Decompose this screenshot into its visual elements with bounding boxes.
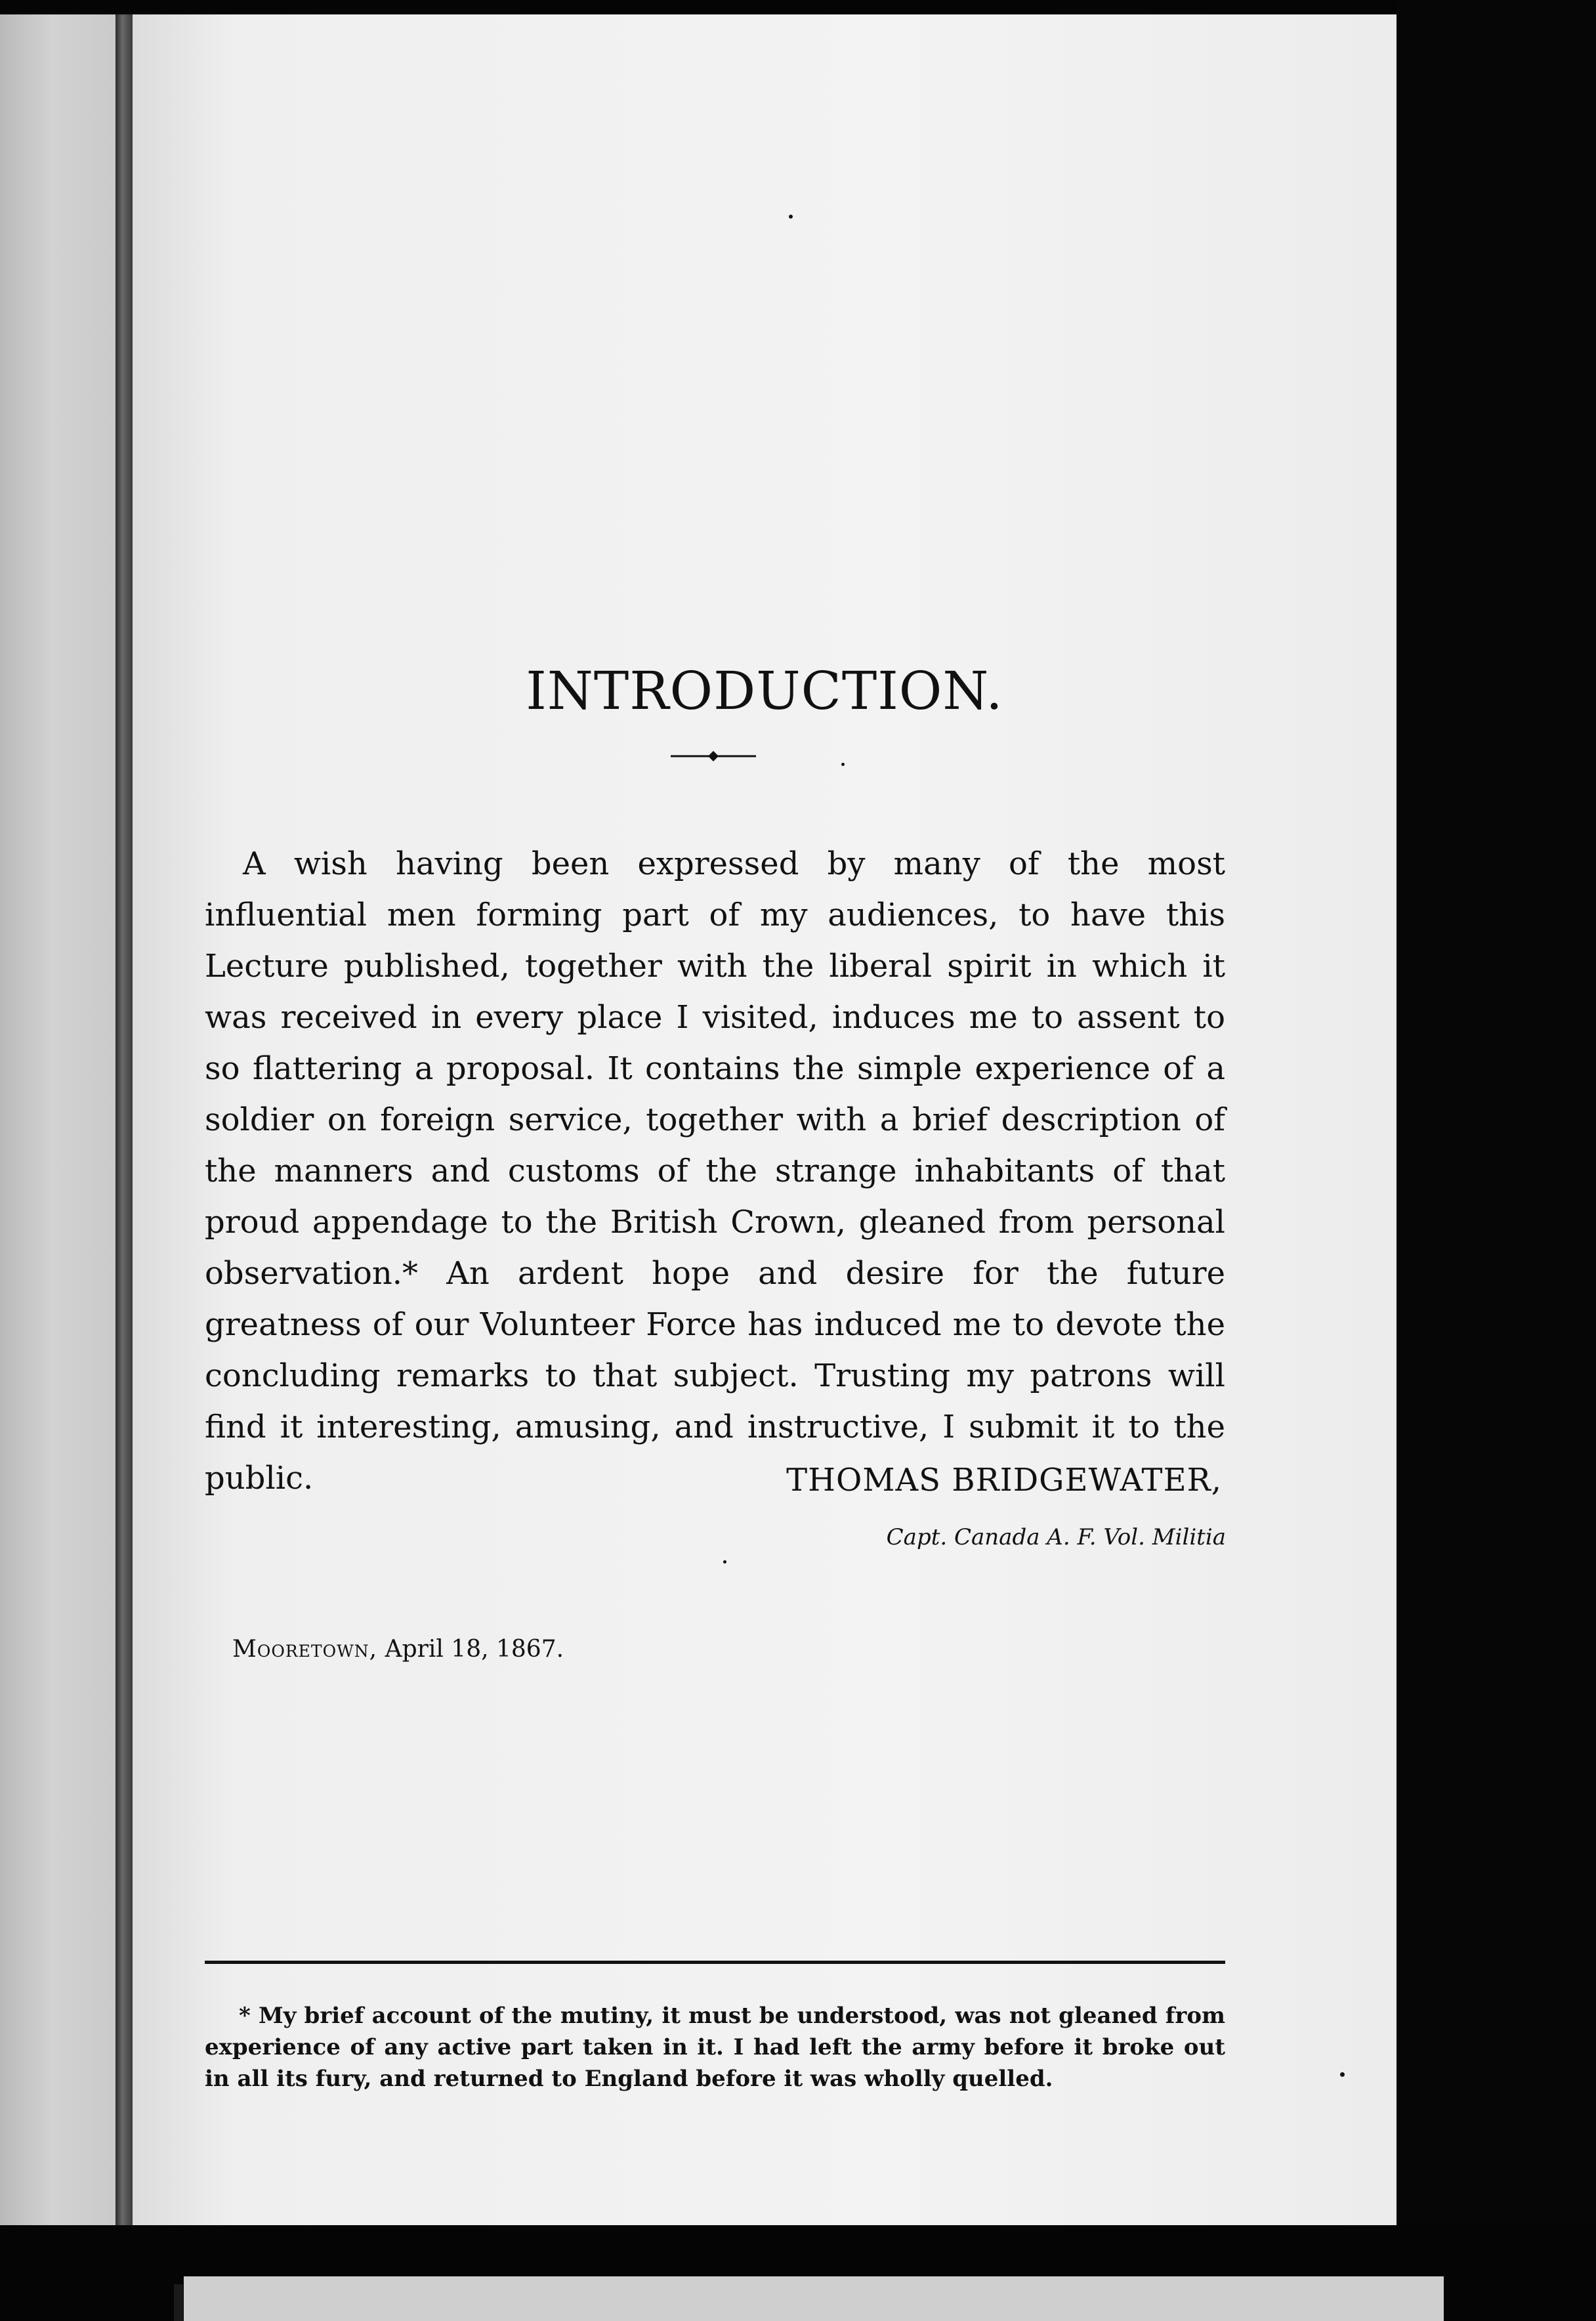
adjacent-page-edge: [0, 14, 116, 2225]
footnote: * My brief account of the mutiny, it must be understood, was not gleaned from experience of any active part taken in it. I had left the army before it broke out in all its fury, and returned to England before it was wholly quelled.: [205, 2003, 1225, 2092]
scan-top-border: [0, 0, 1596, 14]
book-page: [133, 14, 1396, 2225]
scan-speck: [723, 1560, 726, 1564]
date-place: Mooretown,: [232, 1636, 378, 1663]
scan-speck: [789, 215, 793, 219]
introduction-paragraph: A wish having been expressed by many of the most influential men forming part of my audiences, to have this Lecture published, together with the liberal spirit in which it was received in every place I visited, induces me to assent to so flattering a proposal. It contains the simple experience of a soldier on foreign service, together with a brief description of the manners and customs of the strange inhabitants of that proud appendage to the British Crown, gleaned from personal observation.* An ardent hope and desire for the future greatness of our Volunteer Force has induced me to devote the concluding remarks to that subject. Trusting my patrons will find it interesting, amusing, and instructive, I submit it to the public.: [205, 845, 1225, 1497]
author-credentials: Capt. Canada A. F. Vol. Militia: [886, 1524, 1226, 1550]
book-spine: [116, 14, 133, 2225]
title-ornament: [671, 750, 756, 763]
scan-speck: [841, 763, 845, 766]
footnote-rule: [205, 1961, 1225, 1964]
scan-right-border: [1396, 0, 1596, 2321]
date-text: April 18, 1867.: [385, 1636, 564, 1663]
next-page-edge: [184, 2276, 1444, 2321]
next-page-spine: [174, 2284, 183, 2321]
scan-speck: [1340, 2072, 1345, 2077]
page-title: INTRODUCTION.: [526, 660, 1003, 721]
author-signature: THOMAS BRIDGEWATER,: [786, 1462, 1222, 1499]
dateline: [232, 1636, 564, 1663]
